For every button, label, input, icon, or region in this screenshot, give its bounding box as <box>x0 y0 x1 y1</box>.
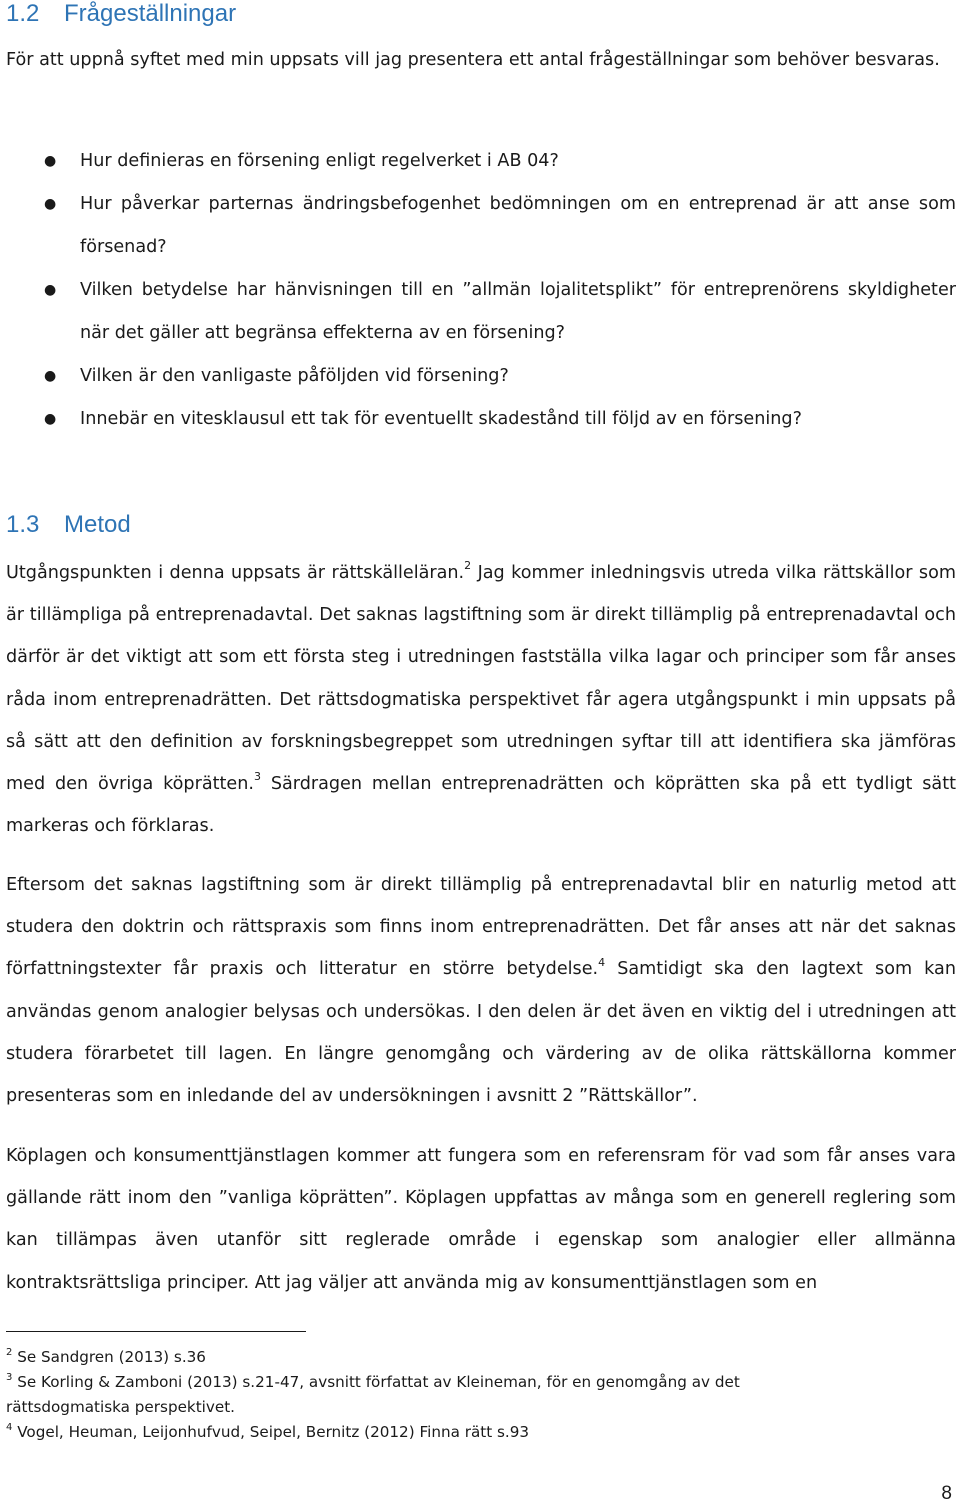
page-number: 8 <box>941 1483 952 1504</box>
bullet-icon: ● <box>44 153 57 169</box>
method-paragraph-2: Eftersom det saknas lagstiftning som är direkt tillämplig på entreprenadavtal blir en naturlig metod att studera den doktrin och rättspraxis som finns inom entreprenadrätten. Det får anses att när det saknas författningstexter får praxis och litteratur en större betydelse.$^4$ Samtidigt ska den lagtext som kan användas genom analogier belysas och undersökas. I den delen är det även en viktig del i utredningen att studera förarbetet till lagen. En längre genomgång och värdering av de olika rättskällorna kommer presenteras som en inledande del av undersökningen i avsnitt 2 ”Rättskällor”. <box>6 875 956 1107</box>
bullet-icon: ● <box>44 282 57 298</box>
section-heading-metod <box>6 511 131 539</box>
footnote-3: $^3$ Se Korling & Zamboni (2013) s.21-47, avsnitt författat av Kleineman, för en genomgång av det rättsdogmatiska perspektivet. <box>6 1371 740 1416</box>
footnote-ref[interactable]: 2 <box>464 559 472 573</box>
footnote-ref[interactable]: 3 <box>253 770 261 784</box>
list-item: ● Hur påverkar parternas ändringsbefogenhet bedömningen om en entreprenad är att anse som försenad? <box>6 183 956 269</box>
section-number: 1.3 <box>6 511 40 538</box>
list-item: ● Vilken är den vanligaste påföljden vid försening? <box>6 355 956 398</box>
list-item: ● Vilken betydelse har hänvisningen till en ”allmän lojalitetsplikt” för entreprenörens skyldigheter när det gäller att begränsa effekterna av en försening? <box>6 269 956 355</box>
section-title: Frågeställningar <box>64 0 237 27</box>
question-list <box>6 140 956 441</box>
bullet-icon: ● <box>44 368 57 384</box>
method-paragraph-1: Utgångspunkten i denna uppsats är rättskälleläran.$^2$ Jag kommer inledningsvis utreda vilka rättskällor som är tillämpliga på entreprenadavtal. Det saknas lagstiftning som är direkt tillämplig på entreprenadavtal och därför är det viktigt att som ett första steg i utredningen fastställa vilka lagar och principer som får anses råda inom entreprenadrätten. Det rättsdogmatiska perspektivet får agera utgångspunkt i min uppsats på så sätt att den definition av forskningsbegreppet som utredningen syftar till att identifiera ska jämföras med den övriga köprätten.$^3$ Särdragen mellan entreprenadrätten och köprätten ska på ett tydligt sätt markeras och förklaras. <box>6 559 956 837</box>
section-heading-frageställningar <box>6 0 236 28</box>
list-item: ● Hur definieras en försening enligt regelverket i AB 04? <box>6 140 956 183</box>
method-paragraph-3: Köplagen och konsumenttjänstlagen kommer att fungera som en referensram för vad som får anses vara gällande rätt inom den ”vanliga köprätten”. Köplagen uppfattas av många som en generell reglering som kan tillämpas även utanför sitt reglerade område i egenskap som analogier eller allmänna kontraktsrättsliga principer. Att jag väljer att använda mig av konsumenttjänstlagen som en <box>6 1146 956 1293</box>
intro-paragraph: För att uppnå syftet med min uppsats vill jag presentera ett antal frågeställningar som behöver besvaras. <box>6 50 940 70</box>
footnote-ref[interactable]: 4 <box>598 955 606 969</box>
footnote-2: $^2$ Se Sandgren (2013) s.36 <box>6 1346 206 1366</box>
footnote-separator <box>6 1331 306 1332</box>
bullet-icon: ● <box>44 196 57 212</box>
section-title: Metod <box>64 511 131 538</box>
section-number: 1.2 <box>6 0 40 27</box>
list-item: ● Innebär en vitesklausul ett tak för eventuellt skadestånd till följd av en försening? <box>6 398 956 441</box>
bullet-icon: ● <box>44 411 57 427</box>
footnote-4: $^4$ Vogel, Heuman, Leijonhufvud, Seipel, Bernitz (2012) Finna rätt s.93 <box>6 1421 530 1441</box>
